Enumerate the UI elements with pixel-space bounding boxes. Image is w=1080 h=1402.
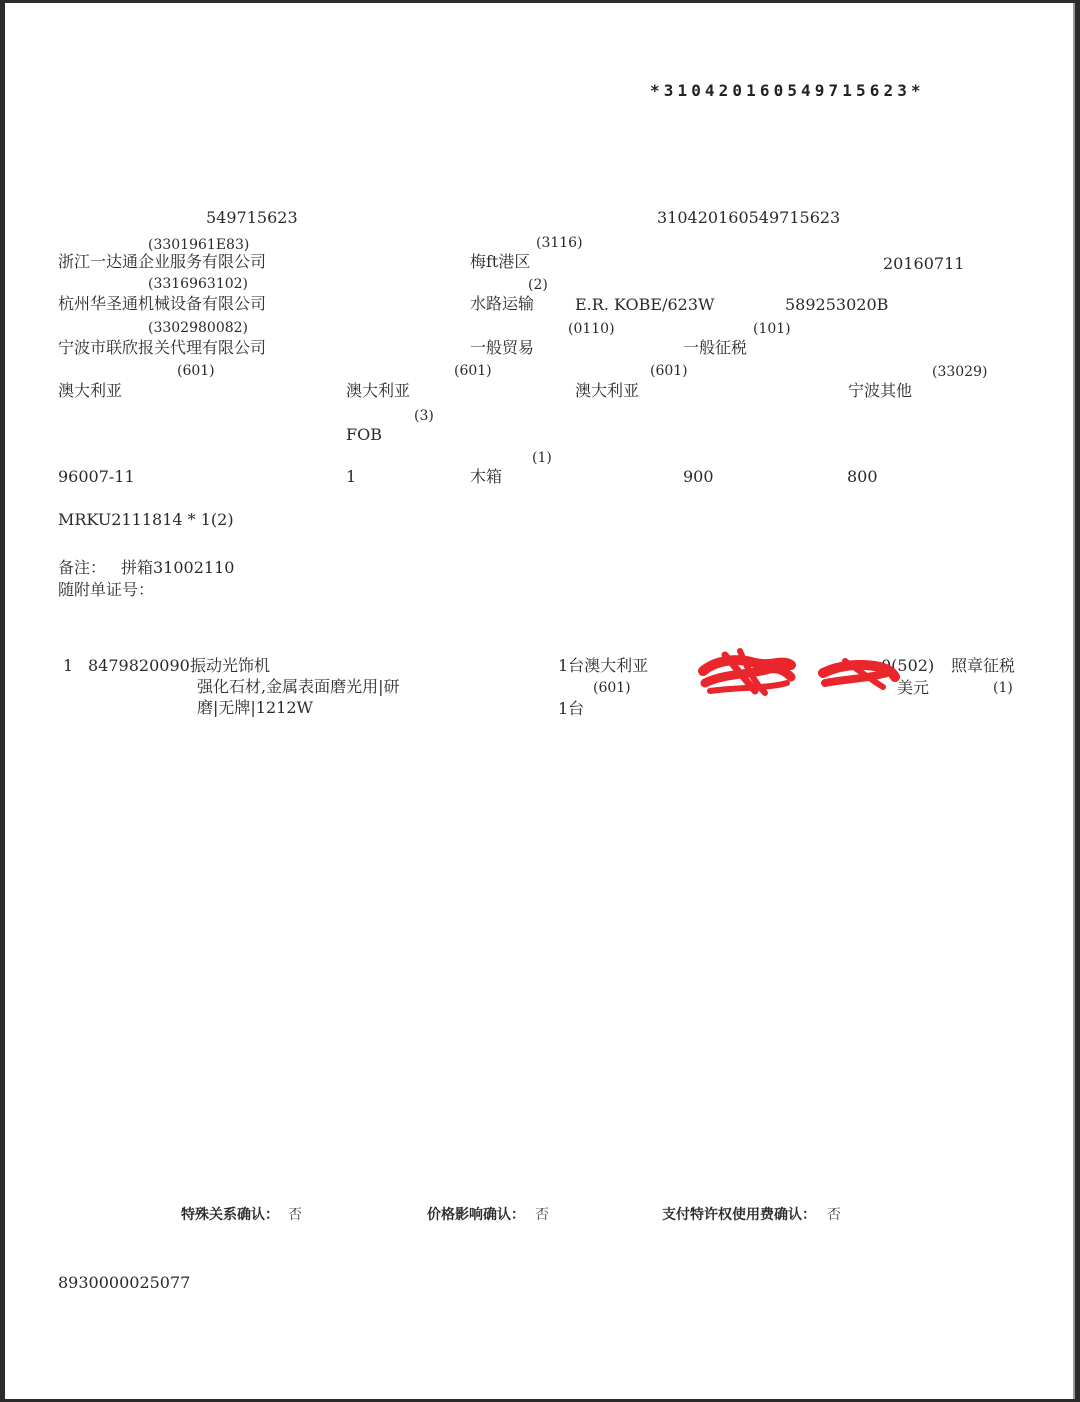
pack-code: (1) — [532, 450, 552, 466]
item-currency: 美元 — [897, 678, 930, 697]
country3: 澳大利亚 — [575, 381, 640, 400]
country3-code: (601) — [650, 363, 688, 379]
terms-code: (3) — [414, 408, 434, 424]
entry-number: 310420160549715623 — [657, 208, 841, 227]
item-levy-code: (1) — [993, 680, 1013, 696]
item-name: 振动光饰机 — [190, 656, 271, 675]
gross-weight: 900 — [683, 467, 714, 486]
contract-number: 96007-11 — [58, 467, 135, 486]
item-number: 1 — [63, 656, 74, 675]
item-spec-line1: 强化石材,金属表面磨光用|研 — [197, 677, 400, 696]
special-relation-value: 否 — [288, 1207, 302, 1223]
remarks-value: 拼箱31002110 — [121, 558, 235, 577]
export-date: 20160711 — [883, 254, 965, 273]
item-hs-code: 8479820090 — [88, 656, 190, 675]
royalty-value: 否 — [827, 1207, 841, 1223]
trade-mode: 一般贸易 — [470, 338, 535, 357]
item-qty2: 1台 — [558, 699, 585, 718]
item-dest-code: (601) — [593, 680, 631, 696]
tax-code: (101) — [753, 321, 791, 337]
country1-code: (601) — [177, 363, 215, 379]
shipper-code: (3316963102) — [148, 276, 248, 292]
trade-code: (0110) — [568, 321, 615, 337]
redaction-scribble — [695, 643, 905, 703]
trade-terms: FOB — [346, 425, 382, 444]
pack-type: 木箱 — [470, 467, 503, 486]
bill-of-lading: 589253020B — [785, 295, 889, 314]
transport-mode: 水路运输 — [470, 294, 535, 313]
supply-place-code: (33029) — [932, 364, 988, 380]
exporter-code: (3301961E83) — [148, 237, 250, 253]
container-number: MRKU2111814 * 1(2) — [58, 510, 234, 529]
port-name: 梅ft港区 — [470, 252, 531, 271]
item-spec-line2: 磨|无牌|1212W — [197, 698, 313, 717]
attached-docs-label: 随附单证号： — [58, 580, 155, 599]
price-impact-value: 否 — [535, 1207, 549, 1223]
exporter-name: 浙江一达通企业服务有限公司 — [58, 252, 267, 271]
tax-mode: 一般征税 — [683, 338, 748, 357]
declarant-code: (3302980082) — [148, 320, 248, 336]
item-levy: 照章征税 — [951, 656, 1016, 675]
customs-declaration-page — [5, 3, 1075, 1399]
supply-place: 宁波其他 — [848, 381, 913, 400]
remarks-label: 备注： — [58, 558, 107, 577]
declarant-name: 宁波市联欣报关代理有限公司 — [58, 338, 267, 357]
vessel-voyage: E.R. KOBE/623W — [575, 295, 715, 314]
royalty-label: 支付特许权使用费确认： — [662, 1207, 816, 1223]
pre-entry-number: 549715623 — [206, 208, 298, 227]
transport-code: (2) — [528, 277, 548, 293]
package-count: 1 — [346, 467, 357, 486]
country1: 澳大利亚 — [58, 381, 123, 400]
item-qty-destination: 1台澳大利亚 — [558, 656, 649, 675]
net-weight: 800 — [847, 467, 878, 486]
country2: 澳大利亚 — [346, 381, 411, 400]
country2-code: (601) — [454, 363, 492, 379]
port-code: (3116) — [536, 235, 583, 251]
special-relation-label: 特殊关系确认： — [181, 1207, 279, 1223]
barcode-number: *310420160549715623* — [650, 81, 925, 100]
footer-code: 8930000025077 — [58, 1273, 191, 1292]
item-currency-code: 0(502) — [881, 656, 935, 675]
price-impact-label: 价格影响确认： — [427, 1207, 525, 1223]
shipper-name: 杭州华圣通机械设备有限公司 — [58, 294, 267, 313]
